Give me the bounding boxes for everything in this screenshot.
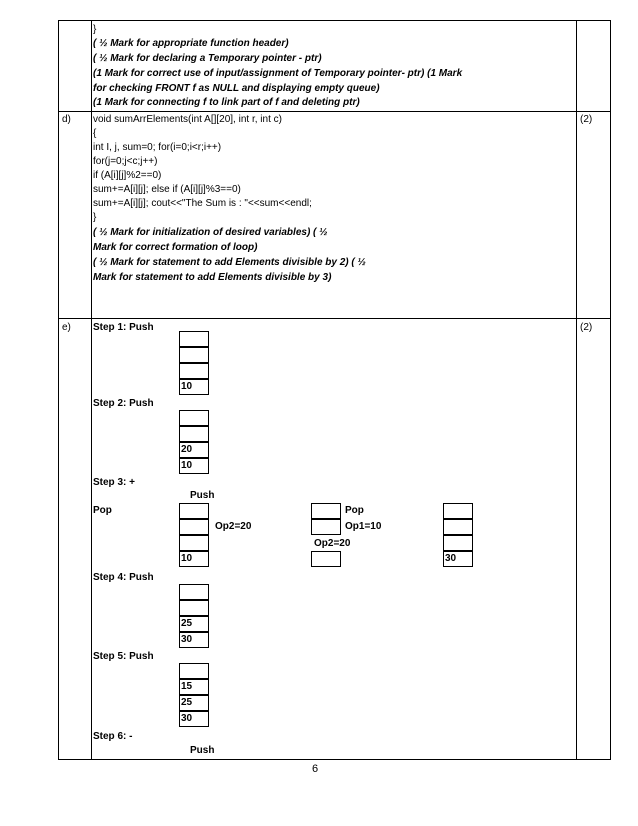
stack-cell [443,535,473,551]
mark-line: (1 Mark for correct use of input/assignment of Temporary pointer- ptr) (1 Mark [93,68,463,79]
stack-cell: 30 [179,711,209,727]
row-divider-e [58,318,611,319]
stack-cell [179,663,209,679]
step-label: Step 3: + [93,477,135,488]
stack-cell: 25 [179,616,209,632]
question-label-d: d) [62,114,71,125]
table-top-border [58,20,611,21]
stack-cell [443,519,473,535]
operation-label: Push [190,745,215,756]
stack-cell [179,331,209,347]
code-line: void sumArrElements(int A[][20], int r, int c) [93,114,282,125]
code-line: sum+=A[i][j]; cout<<"The Sum is : "<<sum<<endl; [93,198,312,209]
code-line: for(j=0;j<c;j++) [93,156,158,167]
operand-label: Op2=20 [215,521,252,532]
stack-cell [179,600,209,616]
question-label-e: e) [62,322,71,333]
operand-label: Op1=10 [345,521,382,532]
stack-cell [443,503,473,519]
stack-cell: 20 [179,442,209,458]
operand-label: Op2=20 [314,538,351,549]
stack-cell: 25 [179,695,209,711]
code-line: int I, j, sum=0; for(i=0;i<r;i++) [93,142,222,153]
row-divider-d [58,111,611,112]
code-line: sum+=A[i][j]; else if (A[i][j]%3==0) [93,184,241,195]
step-label: Step 6: - [93,731,133,742]
operation-label: Pop [345,505,364,516]
table-bottom-border [58,759,611,760]
closing-brace: } [93,24,97,35]
marks-total-d: (2) [580,114,593,125]
stack-cell [179,426,209,442]
step-label: Step 2: Push [93,398,154,409]
stack-cell [311,519,341,535]
code-line: if (A[i][j]%2==0) [93,170,162,181]
code-line: } [93,212,97,223]
stack-cell: 10 [179,458,209,474]
step-label: Step 4: Push [93,572,154,583]
stack-cell [311,551,341,567]
table-left-border [58,20,59,760]
mark-line: Mark for statement to add Elements divisible by 3) [93,272,332,283]
column-divider-2 [576,20,577,760]
mark-line: for checking FRONT f as NULL and displaying empty queue) [93,83,380,94]
stack-cell: 30 [443,551,473,567]
stack-cell [179,535,209,551]
mark-line: ( ½ Mark for declaring a Temporary pointer - ptr) [93,53,322,64]
operation-label: Push [190,490,215,501]
mark-line: Mark for correct formation of loop) [93,242,258,253]
stack-cell [179,410,209,426]
stack-cell: 10 [179,379,209,395]
stack-cell [179,503,209,519]
column-divider-1 [91,20,92,760]
page-number: 6 [312,763,319,775]
table-right-border [610,20,611,760]
step-label: Step 5: Push [93,651,154,662]
stack-cell [179,584,209,600]
operation-label: Pop [93,505,112,516]
stack-cell: 10 [179,551,209,567]
mark-line: ( ½ Mark for appropriate function header) [93,38,289,49]
stack-cell [179,347,209,363]
mark-line: (1 Mark for connecting f to link part of f and deleting ptr) [93,97,360,108]
stack-cell: 30 [179,632,209,648]
stack-cell [311,503,341,519]
step-label: Step 1: Push [93,322,154,333]
code-line: { [93,128,97,139]
marks-total-e: (2) [580,322,593,333]
mark-line: ( ½ Mark for initialization of desired variables) ( ½ [93,227,328,238]
stack-cell [179,363,209,379]
mark-line: ( ½ Mark for statement to add Elements divisible by 2) ( ½ [93,257,366,268]
stack-cell [179,519,209,535]
stack-cell: 15 [179,679,209,695]
